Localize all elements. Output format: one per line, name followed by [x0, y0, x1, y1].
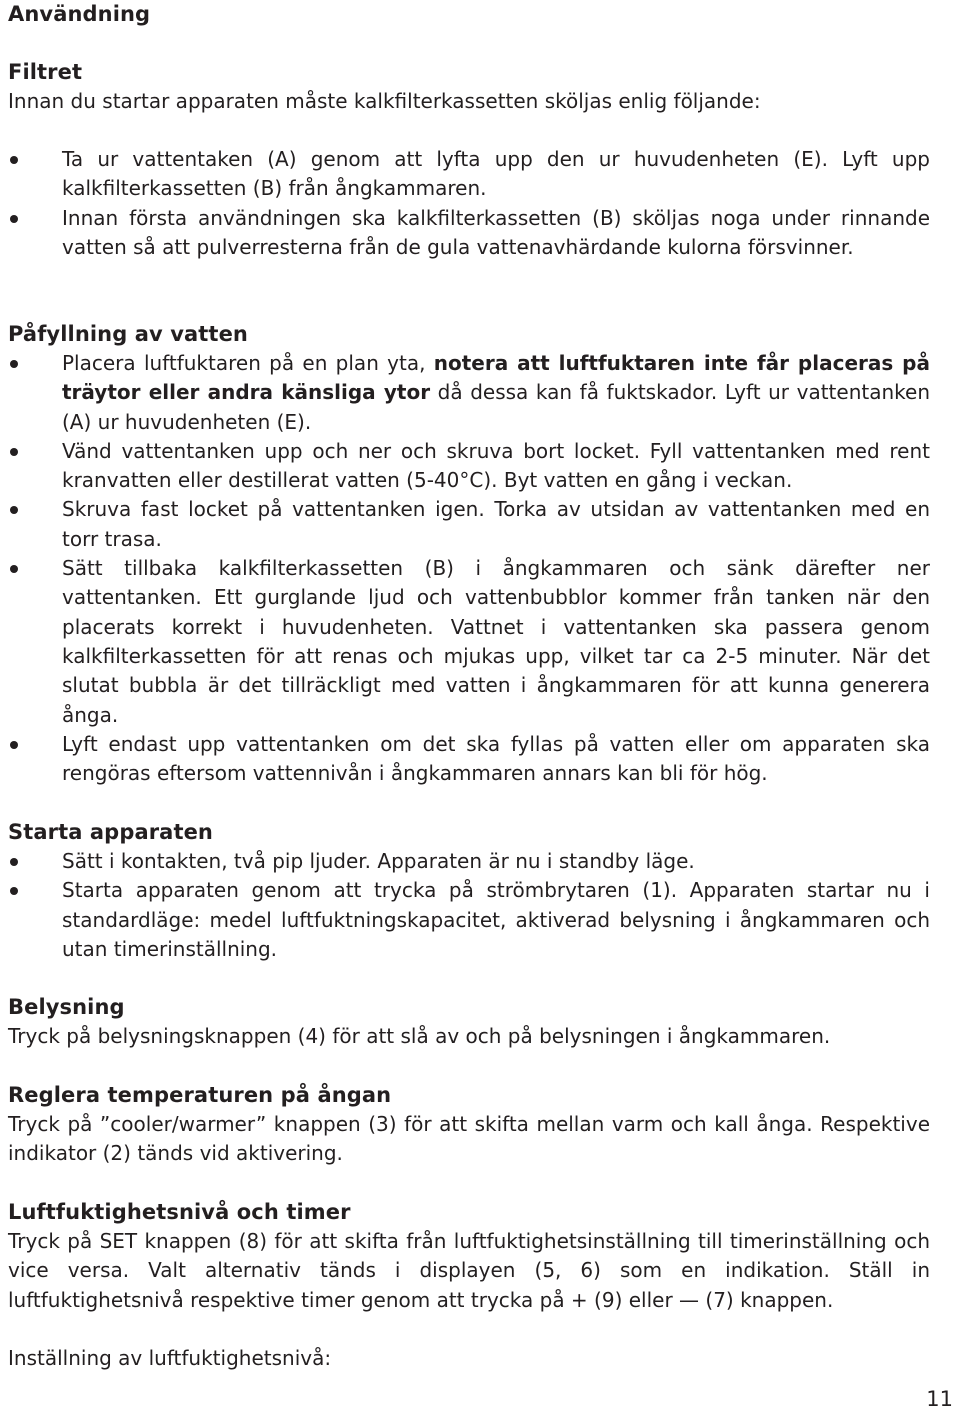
- bullet-icon: [10, 215, 18, 223]
- belysning-text: Tryck på belysningsknappen (4) för att slå av och på belysningen i ångkammaren.: [8, 1024, 831, 1048]
- list-item: Placera luftfuktaren på en plan yta, notera att luftfuktaren inte får placeras på träytor eller andra känsliga ytor då dessa kan få fuktskador. Lyft ur vattentanken (A) ur huvudenheten (E).: [8, 349, 930, 437]
- heading-luftfuktighet: Luftfuktighetsnivå och timer: [8, 1200, 351, 1224]
- page-number: 11: [926, 1387, 953, 1411]
- heading-filtret: Filtret: [8, 60, 83, 84]
- list-item: Skruva fast locket på vattentanken igen. Torka av utsidan av vattentanken med en torr trasa.: [8, 495, 930, 554]
- bullet-icon: [10, 506, 18, 514]
- bullet-icon: [10, 448, 18, 456]
- list-item: Lyft endast upp vattentanken om det ska fyllas på vatten eller om apparaten ska rengöras eftersom vattennivån i ångkammaren annars kan bli för hög.: [8, 730, 930, 789]
- list-item: Innan första användningen ska kalkfilterkassetten (B) sköljas noga under rinnande vatten så att pulverresterna från de gula vattenavhärdande kulorna försvinner.: [8, 204, 930, 263]
- bullet-icon: [10, 887, 18, 895]
- section-anvandning: [8, 0, 930, 29]
- bullet-icon: [10, 741, 18, 749]
- list-item: Ta ur vattentaken (A) genom att lyfta upp den ur huvudenheten (E). Lyft upp kalkfilterkassetten (B) från ångkammaren.: [8, 145, 930, 204]
- heading-pafyllning: Påfyllning av vatten: [8, 322, 248, 346]
- section-filtret: [8, 58, 930, 116]
- section-starta: [8, 818, 930, 964]
- heading-starta: Starta apparaten: [8, 820, 213, 844]
- list-item: Sätt i kontakten, två pip ljuder. Apparaten är nu i standby läge.: [8, 847, 930, 876]
- page-title: Användning: [8, 2, 151, 26]
- heading-belysning: Belysning: [8, 995, 125, 1019]
- list-item: Vänd vattentanken upp och ner och skruva bort locket. Fyll vattentanken med rent kranvatten eller destillerat vatten (5-40°C). Byt vatten en gång i veckan.: [8, 437, 930, 496]
- section-luftfuktighet: [8, 1198, 930, 1315]
- section-belysning: [8, 993, 930, 1051]
- starta-list: [8, 847, 930, 964]
- filtret-list-block: [8, 145, 930, 262]
- list-item: Starta apparaten genom att trycka på strömbrytaren (1). Apparaten startar nu i standardläge: medel luftfuktningskapacitet, aktiverad belysning i ångkammaren och utan timerinställning.: [8, 876, 930, 964]
- bullet-icon: [10, 565, 18, 573]
- warning-text: notera att luftfuktaren inte får placeras på träytor eller andra känsliga ytor: [62, 351, 930, 405]
- section-pafyllning: [8, 320, 930, 788]
- list-item: Sätt tillbaka kalkfilterkassetten (B) i ångkammaren och sänk därefter ner vattentanken. Ett gurglande ljud och vattenbubblor kommer från tanken när den placerats korrekt i huvudenheten. Vattnet i vattentanken ska passera genom kalkfilterkassetten för att renas och mjukas upp, vilket tar ca 2-5 minuter. När det slutat bubbla är det tillräckligt med vatten i ångkammaren för att kunna generera ånga.: [8, 554, 930, 730]
- luftfuktighet-text: Tryck på SET knappen (8) för att skifta från luftfuktighetsinställning till timerinställning och vice versa. Valt alternativ tänds i displayen (5, 6) som en indikation. Ställ in luftfuktighetsnivå respektive timer genom att trycka på + (9) eller — (7) knappen.: [8, 1229, 930, 1312]
- reglera-text: Tryck på ”cooler/warmer” knappen (3) för att skifta mellan varm och kall ånga. Respektive indikator (2) tänds vid aktivering.: [8, 1112, 930, 1166]
- installning-label: Inställning av luftfuktighetsnivå:: [8, 1346, 332, 1370]
- bullet-icon: [10, 360, 18, 368]
- bullet-icon: [10, 156, 18, 164]
- filtret-list: [8, 145, 930, 262]
- pafyllning-list: [8, 349, 930, 788]
- heading-reglera: Reglera temperaturen på ångan: [8, 1083, 392, 1107]
- section-reglera: [8, 1081, 930, 1169]
- filtret-intro: Innan du startar apparaten måste kalkfilterkassetten sköljas enlig följande:: [8, 89, 761, 113]
- bullet-icon: [10, 858, 18, 866]
- section-installning: [8, 1344, 930, 1373]
